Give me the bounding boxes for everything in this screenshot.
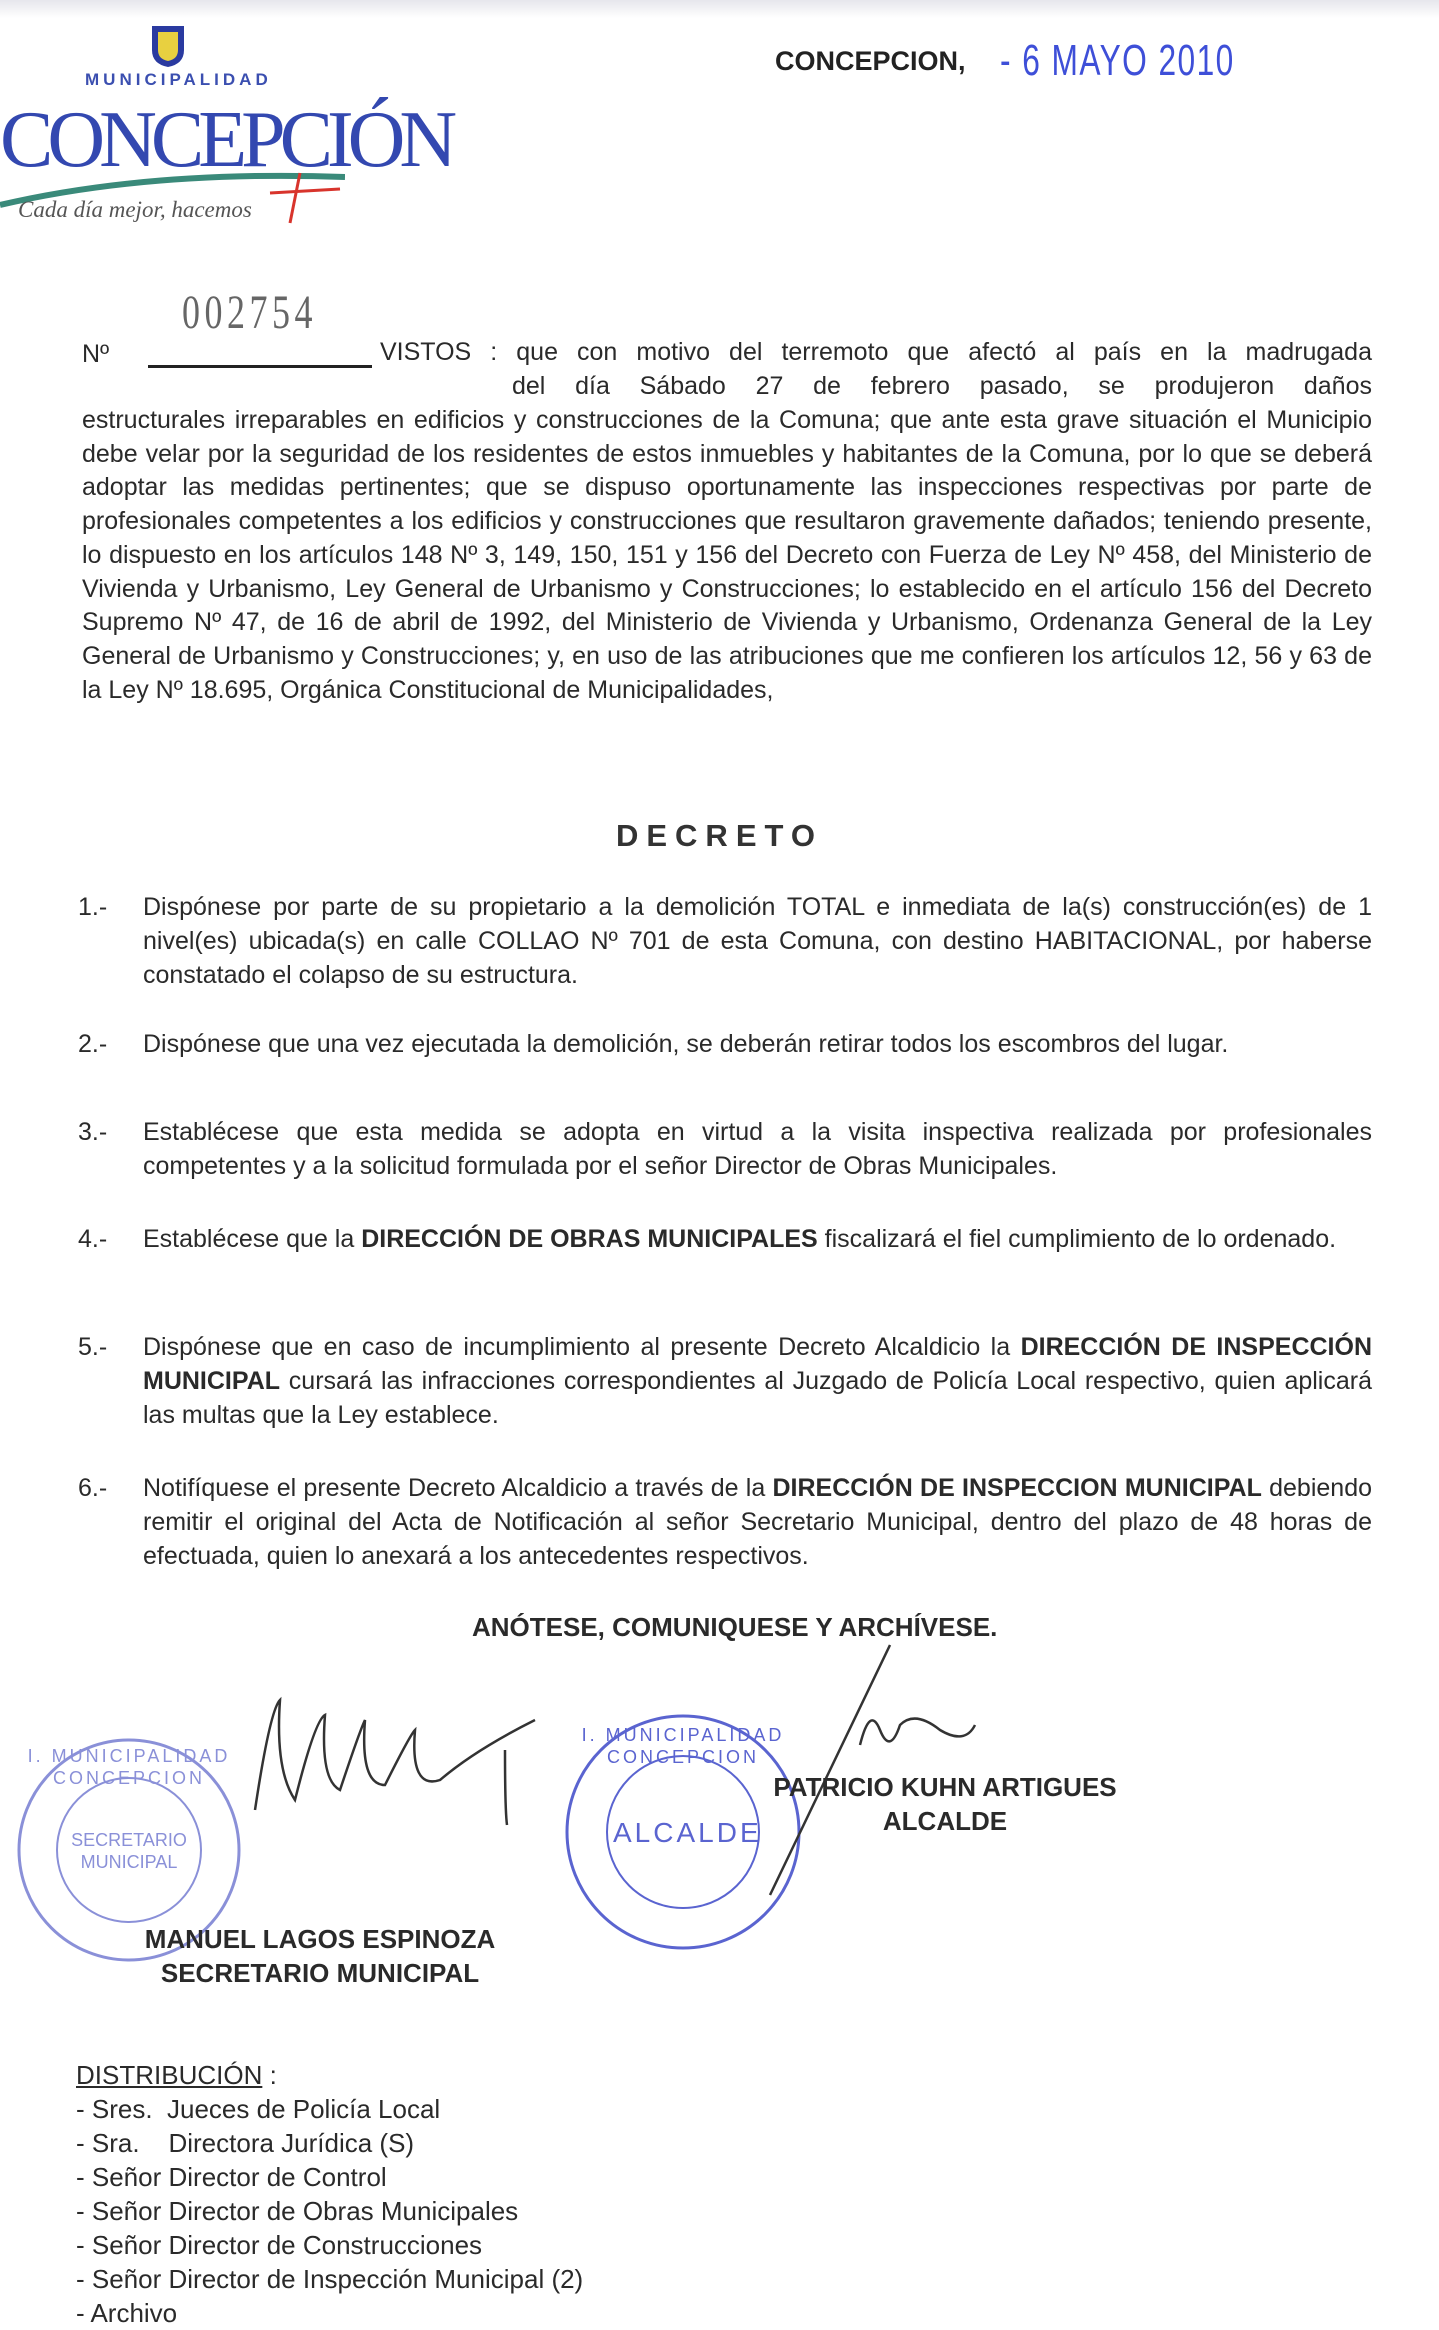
list-item: - Sres. Jueces de Policía Local — [76, 2094, 441, 2124]
item-text-post: fiscalizará el fiel cumplimiento de lo ordenado. — [817, 1225, 1337, 1253]
item-number: 1.- — [78, 893, 108, 921]
logo-top-label: MUNICIPALIDAD — [85, 70, 272, 89]
list-item: - Señor Director de Control — [76, 2162, 387, 2192]
item-number: 2.- — [78, 1030, 108, 1058]
item-text-pre: Notifíquese el presente Decreto Alcaldicio a través de la — [143, 1474, 773, 1502]
decree-item-6 — [78, 1471, 1372, 1573]
item-number: 6.- — [78, 1474, 108, 1502]
decree-item-1 — [78, 890, 1372, 992]
item-text-post: cursará las infracciones correspondientes al Juzgado de Policía Local respectivo, quien aplicará las multas que la Ley establece. — [143, 1367, 1372, 1429]
decree-item-3 — [78, 1115, 1372, 1183]
decree-item-4 — [78, 1222, 1372, 1256]
vistos-line-2: del día Sábado 27 de febrero pasado, se produjeron daños — [512, 372, 1372, 400]
item-text-pre: Establécese que la — [143, 1225, 362, 1253]
list-item: - Señor Director de Obras Municipales — [76, 2196, 519, 2226]
vistos-line-1: VISTOS : que con motivo del terremoto que afectó al país en la madrugada — [380, 338, 1372, 366]
city-label: CONCEPCION, — [775, 46, 966, 76]
secretary-name: MANUEL LAGOS ESPINOZA — [144, 1924, 496, 1954]
item-number: 3.- — [78, 1118, 108, 1146]
secretary-signature-block — [120, 1922, 520, 1990]
decree-item-5 — [78, 1330, 1372, 1432]
item-text — [143, 1471, 1372, 1573]
list-item: - Señor Director de Construcciones — [76, 2230, 483, 2260]
mayor-signature-block — [745, 1770, 1145, 1838]
vistos-body: estructurales irreparables en edificios y construcciones de la Comuna; que ante esta grave situación el Municipio debe velar por la seguridad de los residentes de estos inmuebles y habitantes de la Comuna, por lo que se deberá adoptar las medidas pertinentes; que se dispuso oportunamente las inspecciones respectivas por parte de profesionales competentes a los edificios y construcciones que resultaron gravemente dañados; teniendo presente, lo dispuesto en los artículos 148 Nº 3, 149, 150, 151 y 156 del Decreto con Fuerza de Ley Nº 458, del Ministerio de Vivienda y Urbanismo, Ley General de Urbanismo y Construcciones; lo establecido en el artículo 156 del Decreto Supremo Nº 47, de 16 de abril de 1992, del Ministerio de Vivienda y Urbanismo, Ordenanza General de la Ley General de Urbanismo y Construcciones; y, en uso de las atribuciones que me confieren los artículos 12, 56 y 63 de la Ley Nº 18.695, Orgánica Constitucional de Municipalidades, — [82, 406, 1372, 704]
item-text: Dispónese por parte de su propietario a la demolición TOTAL e inmediata de la(s) construcción(es) de 1 nivel(es) ubicada(s) en calle COLLAO Nº 701 de esta Comuna, con destino HABITACIONAL, por haberse constatado el colapso de su estructura. — [143, 893, 1372, 989]
decreto-title: DECRETO — [615, 818, 823, 853]
list-item: - Señor Director de Inspección Municipal (2) — [76, 2264, 584, 2294]
closing-formula: ANÓTESE, COMUNIQUESE Y ARCHÍVESE. — [472, 1612, 998, 1642]
logo-wordmark: CONCEPCIÓN — [0, 96, 452, 184]
decree-number: 002754 — [182, 286, 317, 339]
number-underline — [148, 365, 372, 368]
item-text — [143, 1330, 1372, 1432]
mayor-title: ALCALDE — [882, 1806, 1008, 1836]
item-number: 5.- — [78, 1333, 108, 1361]
secretary-signature-icon — [235, 1690, 545, 1850]
item-text-bold: DIRECCIÓN DE INSPECCION MUNICIPAL — [772, 1474, 1262, 1502]
decree-item-2 — [78, 1027, 1372, 1061]
distribution-list: DISTRIBUCIÓN : - Sres. Jueces de Policía Local - Sra. Directora Jurídica (S) - Señor Director de Control - Señor Director de Obras Municipales - Señor Director de Construcciones - Señor Director de Inspección Municipal (2) - Archivo — [76, 2060, 584, 2328]
coat-of-arms-icon — [150, 24, 186, 68]
stamp-center-text: SECRETARIO MUNICIPAL — [71, 1830, 187, 1872]
stamp-ring-text: I. MUNICIPALIDAD CONCEPCION — [581, 1725, 785, 1767]
distribution-heading: DISTRIBUCIÓN — [76, 2060, 263, 2090]
list-item: - Sra. Directora Jurídica (S) — [76, 2128, 415, 2158]
item-text: Establécese que esta medida se adopta en virtud a la visita inspectiva realizada por profesionales competentes y a la solicitud formulada por el señor Director de Obras Municipales. — [143, 1118, 1372, 1180]
logo-tagline: Cada día mejor, hacemos — [18, 197, 252, 222]
item-number: 4.- — [78, 1225, 108, 1253]
number-label: Nº — [82, 340, 110, 368]
stamp-ring-text: I. MUNICIPALIDAD CONCEPCION — [27, 1746, 231, 1788]
scan-shading — [0, 0, 1439, 18]
stamp-center-text: ALCALDE — [613, 1817, 762, 1848]
list-item: - Archivo — [76, 2298, 178, 2328]
mayor-name: PATRICIO KUHN ARTIGUES — [773, 1772, 1117, 1802]
secretary-title: SECRETARIO MUNICIPAL — [160, 1958, 480, 1988]
item-text — [143, 1222, 1372, 1256]
item-text-bold: DIRECCIÓN DE INSPECCIÓN MUNICIPAL — [143, 1333, 1373, 1395]
date-stamp: - 6 MAYO 2010 — [1000, 36, 1235, 85]
item-text-post: debiendo remitir el original del Acta de Notificación al señor Secretario Municipal, dentro del plazo de 48 horas de efectuada, quien lo anexará a los antecedentes respectivos. — [143, 1474, 1373, 1570]
item-text-pre: Dispónese que en caso de incumplimiento al presente Decreto Alcaldicio la — [143, 1333, 1021, 1361]
item-text-bold: DIRECCIÓN DE OBRAS MUNICIPALES — [361, 1225, 818, 1253]
item-text: Dispónese que una vez ejecutada la demolición, se deberán retirar todos los escombros del lugar. — [143, 1030, 1229, 1058]
